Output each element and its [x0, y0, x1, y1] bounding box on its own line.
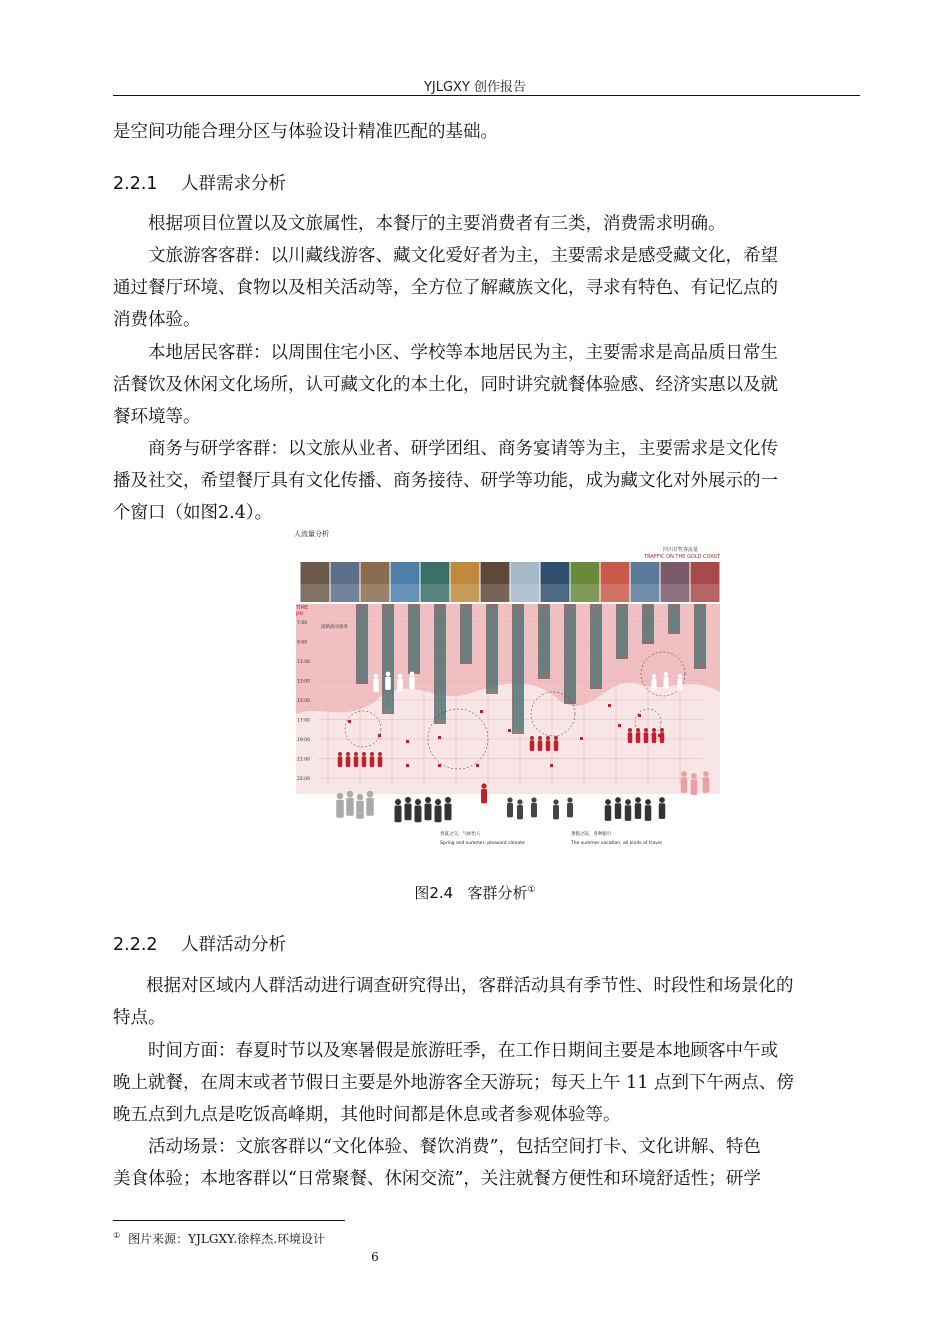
- person-head: [605, 799, 611, 805]
- photo-tile-shade: [481, 584, 510, 602]
- flow-bar-stripe: [360, 609, 361, 679]
- person-head: [367, 791, 374, 798]
- flow-bar-stripe: [464, 609, 465, 659]
- person-body: [346, 756, 351, 767]
- person-head: [347, 791, 354, 798]
- photo-tile-shade: [451, 584, 480, 602]
- page-header: YJLGXY 创作报告: [423, 80, 527, 95]
- footnote-mark: ①: [113, 1231, 121, 1240]
- flow-dot: [480, 710, 483, 713]
- person-head: [625, 799, 631, 805]
- paragraph-line: 文旅游客客群：以川藏线游客、藏文化爱好者为主，主要需求是感受藏文化，希望: [148, 246, 778, 266]
- person-body: [395, 806, 402, 823]
- person-body: [425, 804, 432, 821]
- person-body: [615, 803, 622, 819]
- flow-dot: [580, 737, 583, 740]
- person-head: [386, 672, 391, 677]
- flow-bar-stripe: [467, 609, 468, 659]
- flow-bar-stripe: [392, 609, 393, 709]
- person-head: [415, 799, 421, 805]
- person-head: [357, 794, 364, 801]
- paragraph-line: 时间方面：春夏时节以及寒暑假是旅游旺季，在工作日期间主要是本地顾客中午或: [148, 1041, 778, 1061]
- flow-bar-stripe: [522, 609, 523, 729]
- photo-strip: [301, 562, 720, 602]
- person-body: [517, 805, 523, 819]
- flow-bar-stripe: [542, 609, 543, 674]
- flow-bar-stripe: [366, 609, 367, 679]
- flow-bar-stripe: [704, 609, 705, 664]
- flow-bar-stripe: [669, 609, 670, 629]
- paragraph-line: 根据对区域内人群活动进行调查研究得出，客群活动具有季节性、时段性和场景化的: [146, 976, 794, 996]
- person-head: [546, 736, 550, 740]
- flow-dot: [550, 764, 553, 767]
- person-body: [636, 732, 641, 743]
- person-body: [354, 756, 359, 767]
- flow-dot: [406, 740, 409, 743]
- person-head: [337, 793, 344, 800]
- time-label: 21:00: [297, 757, 310, 763]
- person-body: [481, 789, 487, 803]
- flow-dot: [348, 720, 351, 723]
- person-head: [644, 728, 648, 732]
- crowd-flow-graphic: [288, 524, 728, 854]
- photo-tile-shade: [571, 584, 600, 602]
- person-body: [554, 740, 559, 751]
- person-body: [415, 806, 422, 823]
- footnote-text: 图片来源：YJLGXY.徐梓杰.环境设计: [128, 1232, 326, 1246]
- flow-bar-stripe: [698, 609, 699, 664]
- photo-tile-shade: [511, 584, 540, 602]
- person-body: [664, 677, 669, 689]
- caption-right-cn: 暑假之际，各种旅行: [571, 832, 612, 837]
- flow-bar-stripe: [646, 609, 647, 639]
- person-head: [567, 797, 572, 802]
- time-label: 22:00: [297, 777, 310, 782]
- paragraph-line: 餐环境等。: [113, 407, 201, 427]
- person-head: [346, 752, 350, 756]
- section-number: 2.2.1: [113, 174, 158, 194]
- person-head: [378, 752, 382, 756]
- person-head: [652, 674, 656, 678]
- flow-bar-stripe: [626, 609, 627, 654]
- flow-bar-stripe: [565, 609, 566, 699]
- person-head: [538, 736, 542, 740]
- flow-bar-stripe: [594, 609, 595, 684]
- flow-bar-stripe: [652, 609, 653, 639]
- photo-tile-shade: [541, 584, 570, 602]
- time-label: 19:00: [297, 738, 310, 743]
- flow-bar-stripe: [675, 609, 676, 629]
- flow-bar-stripe: [444, 609, 445, 719]
- person-head: [553, 799, 558, 804]
- figure-caption-title: 客群分析: [467, 884, 528, 902]
- person-head: [362, 752, 366, 756]
- person-head: [659, 797, 665, 803]
- flow-bar-stripe: [539, 609, 540, 674]
- page-number: 6: [371, 1250, 379, 1264]
- person-body: [409, 677, 415, 690]
- figure-caption-label: 图2.4: [414, 884, 454, 902]
- person-head: [636, 728, 640, 732]
- section-title: 人群需求分析: [181, 174, 286, 194]
- person-body: [635, 803, 642, 819]
- time-label: 17:00: [297, 718, 310, 724]
- person-body: [507, 803, 513, 817]
- flow-bar-stripe: [418, 609, 419, 669]
- person-body: [645, 805, 652, 821]
- photo-tile-shade: [601, 584, 630, 602]
- paragraph-line: 晚五点到九点是吃饭高峰期，其他时间都是休息或者参观体验等。: [113, 1105, 621, 1125]
- flow-dot: [438, 764, 441, 767]
- footnote-rule: [113, 1220, 345, 1221]
- person-head: [445, 797, 451, 803]
- person-head: [681, 771, 687, 777]
- paragraph-line: 特点。: [113, 1008, 166, 1028]
- person-head: [481, 783, 486, 788]
- time-label: 13:00: [297, 679, 310, 685]
- flow-dot: [608, 704, 611, 707]
- figure-title: 人流量分析: [294, 530, 329, 538]
- photo-tile-shade: [331, 584, 360, 602]
- person-head: [354, 752, 358, 756]
- figure-top-right-cn: 四川甘牧客流量: [662, 547, 698, 553]
- flow-bar-stripe: [487, 609, 488, 689]
- paragraph-line: 消费体验。: [113, 310, 201, 330]
- flow-bar-stripe: [678, 609, 679, 629]
- flow-bar-stripe: [513, 609, 514, 729]
- paragraph-intro: 根据项目位置以及文旅属性，本餐厅的主要消费者有三类，消费需求明确。: [148, 214, 726, 234]
- flow-bar-stripe: [363, 609, 364, 679]
- figure-crowd-analysis: [288, 524, 728, 854]
- person-body: [362, 756, 367, 767]
- person-head: [530, 736, 534, 740]
- flow-dot: [476, 764, 479, 767]
- flow-bar-stripe: [597, 609, 598, 684]
- paragraph-line: 晚上就餐，在周末或者节假日主要是外地游客全天游玩；每天上午 11 点到下午两点、傍: [113, 1073, 794, 1093]
- person-head: [338, 752, 342, 756]
- paragraph-line: 播及社交，希望餐厅具有文化传播、商务接待、研学等功能，成为藏文化对外展示的一: [113, 471, 778, 491]
- person-body: [703, 777, 710, 793]
- time-label: 9:00: [297, 640, 308, 646]
- flow-bar-stripe: [672, 609, 673, 629]
- paragraph-line: 商务与研学客群：以文旅从业者、研学团组、商务宴请等为主，主要需求是文化传: [148, 439, 778, 459]
- paragraph-line: 个窗口（如图2.4）。: [113, 503, 273, 523]
- photo-tile-shade: [361, 584, 390, 602]
- photo-tile-shade: [301, 584, 330, 602]
- flow-bar-stripe: [620, 609, 621, 654]
- person-head: [628, 728, 632, 732]
- person-body: [435, 806, 442, 823]
- person-head: [374, 674, 379, 679]
- header-rule: [113, 95, 860, 96]
- person-head: [664, 672, 668, 676]
- flow-dot: [638, 714, 641, 717]
- person-body: [546, 740, 551, 751]
- time-label: 7:00: [297, 621, 308, 626]
- person-body: [405, 804, 412, 821]
- person-head: [405, 797, 411, 803]
- flow-bar-stripe: [435, 609, 436, 719]
- person-body: [678, 679, 683, 691]
- person-body: [628, 732, 633, 743]
- flow-bar-stripe: [389, 609, 390, 709]
- section-number: 2.2.2: [113, 935, 158, 955]
- footnote-reference: ①: [527, 885, 536, 895]
- person-body: [605, 805, 612, 821]
- person-head: [370, 752, 374, 756]
- flow-bar-stripe: [591, 609, 592, 684]
- person-body: [553, 805, 559, 819]
- time-label: 11:00: [297, 660, 310, 665]
- paragraph-line: 通过餐厅环境、食物以及相关活动等，全方位了解藏族文化，寻求有特色、有记忆点的: [113, 278, 778, 298]
- person-body: [530, 740, 535, 751]
- flow-bar-stripe: [415, 609, 416, 669]
- flow-bar-stripe: [461, 609, 462, 659]
- flow-bar-stripe: [568, 609, 569, 699]
- person-body: [370, 756, 375, 767]
- person-head: [395, 799, 401, 805]
- flow-dot: [438, 736, 441, 739]
- person-body: [660, 732, 665, 743]
- flow-bar-stripe: [357, 609, 358, 679]
- person-head: [703, 771, 709, 777]
- person-head: [691, 773, 697, 779]
- flow-bar-stripe: [574, 609, 575, 699]
- person-body: [445, 804, 452, 821]
- inner-label: 道路流动频率: [321, 625, 348, 630]
- flow-bar-stripe: [519, 609, 520, 729]
- caption-right-en: The summer vacation, all kinds of travel: [571, 841, 662, 846]
- person-body: [691, 779, 698, 795]
- person-body: [336, 800, 344, 818]
- axis-subtitle: JAN: [296, 611, 303, 616]
- photo-tile-shade: [661, 584, 690, 602]
- person-head: [517, 799, 522, 804]
- flow-bar-stripe: [701, 609, 702, 664]
- flow-bar-stripe: [493, 609, 494, 689]
- flow-bar-stripe: [409, 609, 410, 669]
- flow-bar-stripe: [496, 609, 497, 689]
- flow-bar-stripe: [441, 609, 442, 719]
- person-body: [652, 732, 657, 743]
- person-head: [554, 736, 558, 740]
- figure-top-right-en: TRAFFIC ON THE GOLD COAST: [644, 554, 720, 560]
- person-body: [531, 803, 537, 817]
- photo-tile-shade: [391, 584, 420, 602]
- person-body: [397, 679, 403, 692]
- footnote: [113, 1230, 325, 1247]
- flow-dot: [378, 734, 381, 737]
- figure-caption: [0, 882, 950, 903]
- person-body: [681, 777, 688, 793]
- caption-left-en: Spring and summer, pleasant climate: [440, 841, 525, 846]
- axis-title: TIME: [296, 605, 309, 611]
- person-head: [615, 797, 621, 803]
- person-head: [507, 797, 512, 802]
- person-body: [652, 679, 657, 691]
- flow-bar-stripe: [649, 609, 650, 639]
- person-body: [373, 679, 379, 692]
- paragraph-line: 本地居民客群：以周围住宅小区、学校等本地居民为主，主要需求是高品质日常生: [148, 343, 778, 363]
- flow-bar-stripe: [600, 609, 601, 684]
- person-body: [567, 803, 573, 817]
- flow-bar-stripe: [412, 609, 413, 669]
- flow-bar-stripe: [383, 609, 384, 709]
- person-body: [378, 756, 383, 767]
- caption-left-cn: 春夏之交，气候怡人: [440, 832, 481, 837]
- person-body: [659, 803, 666, 819]
- flow-bar-stripe: [623, 609, 624, 654]
- flow-dot: [406, 764, 409, 767]
- person-head: [410, 672, 415, 677]
- flow-bar-stripe: [438, 609, 439, 719]
- body-line: 是空间功能合理分区与体验设计精准匹配的基础。: [113, 122, 498, 142]
- flow-dot: [508, 729, 511, 732]
- person-head: [425, 797, 431, 803]
- person-body: [338, 756, 343, 767]
- photo-tile-shade: [421, 584, 450, 602]
- person-body: [366, 798, 374, 816]
- person-body: [356, 801, 364, 819]
- flow-bar-stripe: [386, 609, 387, 709]
- person-body: [625, 805, 632, 821]
- person-body: [385, 677, 391, 690]
- paragraph-line: 活动场景：文旅客群以“文化体验、餐饮消费”，包括空间打卡、文化讲解、特色: [148, 1137, 761, 1157]
- photo-tile-shade: [631, 584, 660, 602]
- person-head: [678, 674, 682, 678]
- flow-dot: [618, 724, 621, 727]
- flow-bar-stripe: [643, 609, 644, 639]
- person-body: [644, 732, 649, 743]
- person-head: [398, 674, 403, 679]
- paragraph-line: 美食体验；本地客群以“日常聚餐、休闲交流”，关注就餐方便性和环境舒适性；研学: [113, 1169, 761, 1189]
- flow-bar-stripe: [516, 609, 517, 729]
- section-title: 人群活动分析: [181, 935, 286, 955]
- flow-bar-stripe: [617, 609, 618, 654]
- person-head: [435, 799, 441, 805]
- section-heading-2-2-2: [113, 929, 286, 961]
- flow-bar-stripe: [545, 609, 546, 674]
- paragraph-line: 活餐饮及休闲文化场所，认可藏文化的本土化，同时讲究就餐体验感、经济实惠以及就: [113, 375, 778, 395]
- flow-bar-stripe: [470, 609, 471, 659]
- flow-bar-stripe: [695, 609, 696, 664]
- person-body: [538, 740, 543, 751]
- person-head: [645, 799, 651, 805]
- flow-bar-stripe: [548, 609, 549, 674]
- flow-bar-stripe: [571, 609, 572, 699]
- flow-bar-stripe: [490, 609, 491, 689]
- person-head: [635, 797, 641, 803]
- time-label: 15:00: [297, 699, 310, 704]
- person-head: [531, 797, 536, 802]
- person-body: [346, 798, 354, 816]
- section-heading-2-2-1: [113, 168, 286, 200]
- person-head: [652, 728, 656, 732]
- person-head: [660, 728, 664, 732]
- photo-tile-shade: [691, 584, 720, 602]
